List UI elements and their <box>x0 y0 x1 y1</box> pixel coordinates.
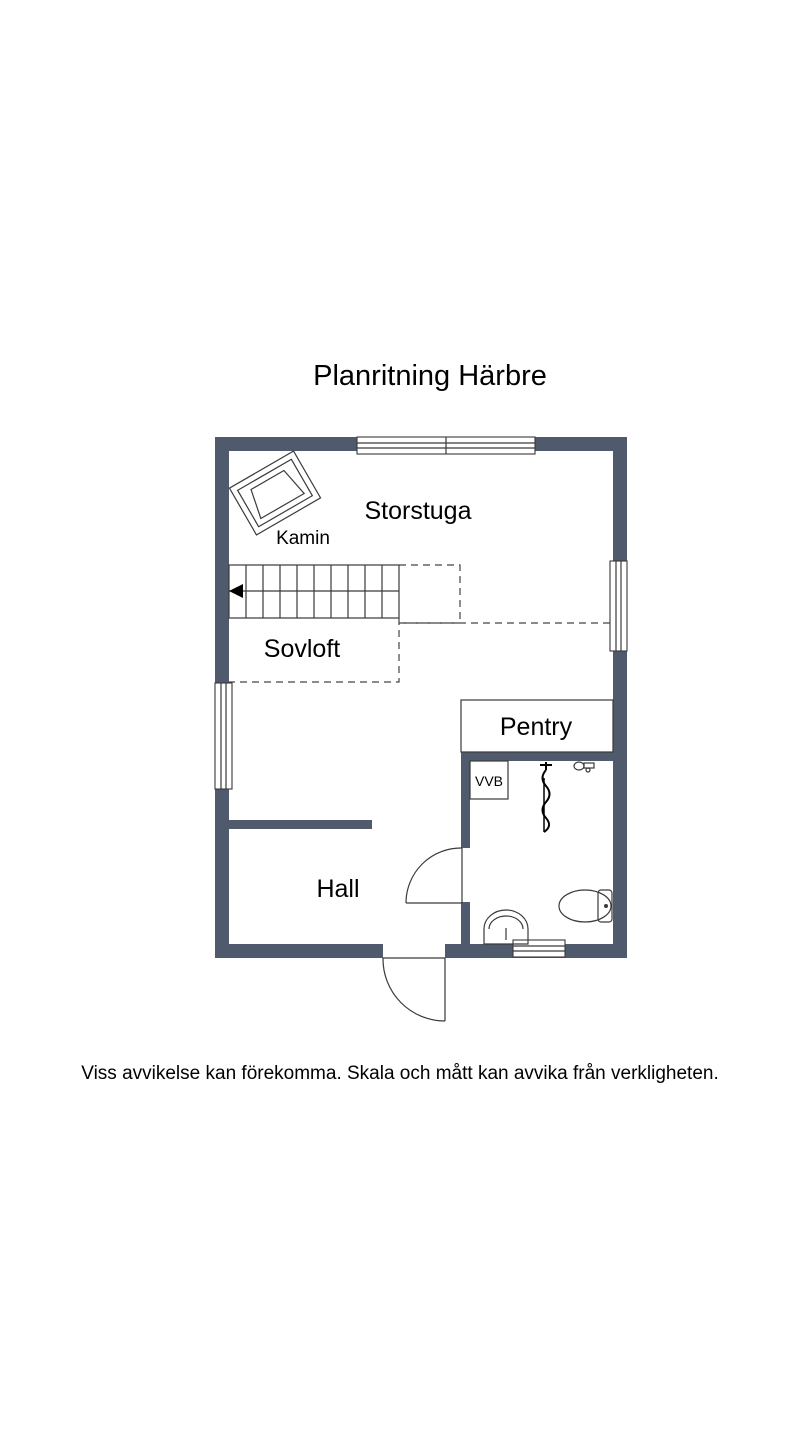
room-label-kamin: Kamin <box>276 528 330 549</box>
window-right <box>610 561 627 651</box>
door-entrance <box>383 958 445 1021</box>
room-label-pentry: Pentry <box>499 713 573 741</box>
wall-right <box>613 437 627 958</box>
stair-direction-arrow-icon <box>229 584 243 598</box>
disclaimer-text: Viss avvikelse kan förekomma. Skala och mått kan avvika från verkligheten. <box>81 1063 719 1084</box>
plan-title: Planritning Härbre <box>313 360 547 392</box>
faucet-icon <box>574 762 594 772</box>
window-bathroom <box>513 940 565 957</box>
window-left <box>215 683 232 789</box>
wall-bath-left-lower <box>461 902 470 946</box>
sink-icon <box>484 910 528 944</box>
stove-icon <box>229 451 320 535</box>
wall-bath-left-upper <box>461 752 470 848</box>
wall-hall-divider <box>229 820 372 829</box>
shower-icon <box>540 762 552 832</box>
toilet-icon <box>559 890 612 922</box>
room-label-sovloft: Sovloft <box>263 635 341 663</box>
room-label-hall: Hall <box>316 875 360 903</box>
door-hall-interior <box>406 848 462 903</box>
staircase <box>229 565 399 618</box>
room-label-vvb: VVB <box>474 773 504 789</box>
loft-outline <box>229 565 613 682</box>
room-label-storstuga: Storstuga <box>364 497 472 525</box>
wall-bottom-left <box>215 944 383 958</box>
wall-bath-top <box>461 752 616 761</box>
window-top <box>357 437 535 454</box>
interior-walls <box>229 752 616 946</box>
